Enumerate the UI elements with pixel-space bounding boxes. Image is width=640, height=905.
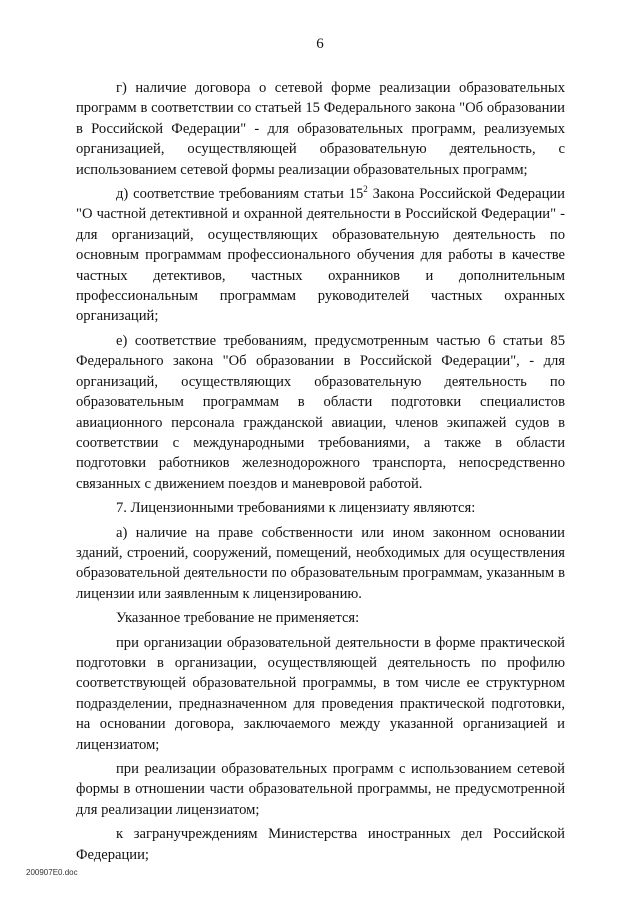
paragraph-exception-intro: Указанное требование не применяется:	[116, 610, 360, 627]
paragraph-g: г) наличие договора о сетевой форме реализации образовательных программ в соответствии со статьей 15 Федерального закона "Об образовании в Российской Федерации" - для образовательных программ, реализуемых организацией, осуществляющей образовательную деятельность, с использованием сетевой формы реализации образовательных программ;	[76, 80, 565, 178]
paragraph-7-heading: 7. Лицензионными требованиями к лицензиату являются:	[116, 500, 476, 517]
document-body	[76, 78, 565, 865]
paragraph-d-start: д) соответствие требованиям статьи 15	[116, 186, 364, 203]
paragraph-e: е) соответствие требованиям, предусмотренным частью 6 статьи 85 Федерального закона "Об образовании в Российской Федерации", - для организаций, осуществляющих образовательную деятельность по образовательным программам в области подготовки специалистов авиационного персонала гражданской авиации, членов экипажей судов в соответствии с международными требованиями, а также в области подготовки работников железнодорожного транспорта, непосредственно связанных с движением поездов и маневровой работой.	[76, 332, 565, 492]
superscript-mark: 2	[363, 184, 368, 195]
paragraph-a: а) наличие на праве собственности или ином законном основании зданий, строений, сооружений, помещений, необходимых для осуществления образовательной деятельности по образовательным программам, указанным в лицензии или заявленным к лицензированию.	[76, 524, 565, 602]
page-number: 6	[316, 36, 324, 52]
paragraph-exception-2: при реализации образовательных программ с использованием сетевой формы в отношении части образовательной программы, не предусмотренной для реализации лицензиатом;	[76, 761, 565, 818]
paragraph-exception-3: к загранучреждениям Министерства иностранных дел Российской Федерации;	[76, 826, 565, 863]
paragraph-d-rest: Закона Российской Федерации "О частной детективной и охранной деятельности в Российской Федерации" - для организаций, осуществляющих образовательную деятельность по основным программам профессионального обучения для работы в качестве частных детективов, частных охранников и дополнительным профессиональным программам руководителей частных охранных организаций;	[76, 186, 565, 325]
paragraph-exception-1: при организации образовательной деятельности в форме практической подготовки в организации, осуществляющей деятельность по профилю соответствующей образовательной программы, в том числе ее структурном подразделении, предназначенном для проведения практической подготовки, на основании договора, заключаемого между указанной организацией и лицензиатом;	[76, 634, 565, 753]
footer-filename: 200907E0.doc	[26, 868, 78, 877]
paragraph-d	[76, 184, 565, 327]
